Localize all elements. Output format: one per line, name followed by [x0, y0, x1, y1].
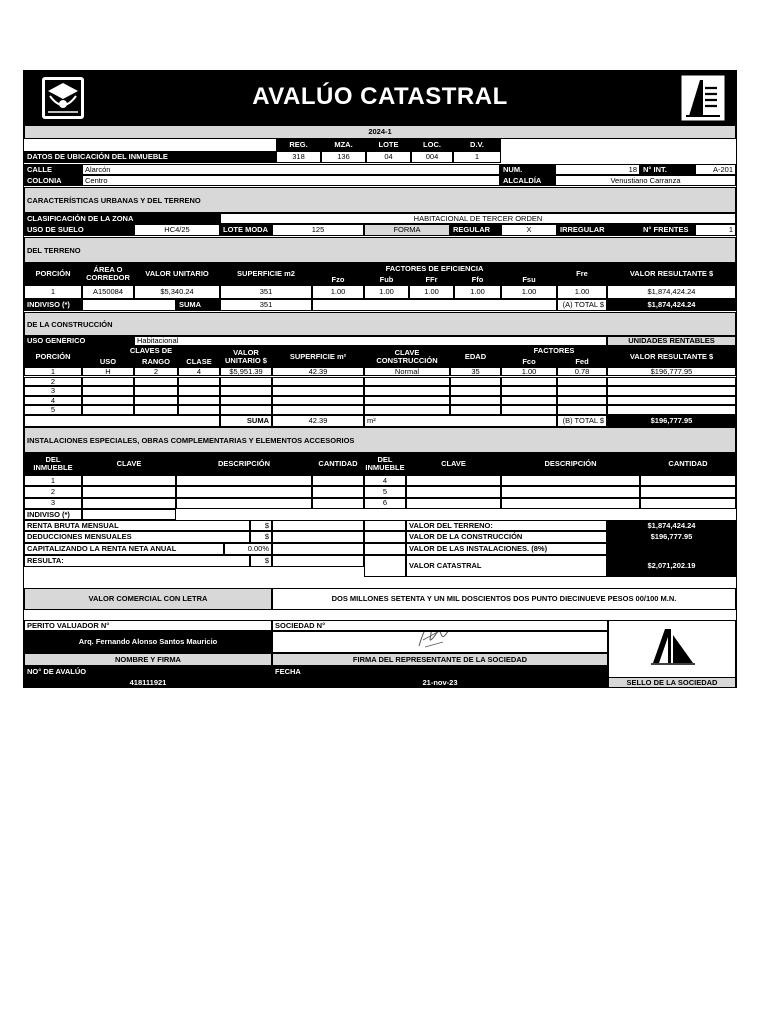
unidades-rentables-label: UNIDADES RENTABLES: [607, 336, 736, 346]
letra-label: VALOR COMERCIAL CON LETRA: [24, 588, 272, 610]
const-row-cell: [220, 386, 272, 396]
nint-label: N° INT.: [640, 164, 695, 175]
inst-row-cell: [82, 498, 176, 509]
inst-row-cell: [312, 498, 364, 509]
const-m2: m²: [364, 415, 557, 427]
const-row-cell: [501, 386, 557, 396]
const-row-cell: [82, 396, 134, 406]
const-row-cell: [557, 396, 607, 406]
vcat-label: VALOR CATASTRAL: [406, 555, 607, 577]
const-row-cell: [82, 405, 134, 415]
inst-row-cell: [176, 498, 312, 509]
inst-row-left-num: 1: [24, 475, 82, 486]
const-row-cell: [450, 386, 501, 396]
colonia-value: Centro: [82, 175, 500, 186]
construccion-section-title: DE LA CONSTRUCCIÓN: [24, 312, 736, 336]
fecha-value: 21-nov-23: [272, 677, 608, 688]
const-total: $196,777.95: [607, 415, 736, 427]
const-row-clase: 4: [178, 367, 220, 376]
const-h-superficie: SUPERFICIE m²: [272, 346, 364, 367]
const-h-porcion: PORCIÓN: [24, 346, 82, 367]
perito-nombre: Arq. Fernando Alonso Santos Mauricio: [24, 631, 272, 653]
vcat-value: $2,071,202.19: [607, 555, 736, 577]
vterreno-label: VALOR DEL TERRENO:: [406, 520, 607, 531]
terreno-fre: 1.00: [557, 285, 607, 299]
stamp-area: [608, 620, 736, 678]
const-row-cell: [134, 396, 178, 406]
deducciones-value: [272, 531, 364, 543]
const-row-cell: [501, 405, 557, 415]
const-suma-blank: [24, 415, 220, 427]
const-row-cell: [607, 405, 736, 415]
num-value: 18: [555, 164, 640, 175]
loc-header: LOC.: [411, 139, 453, 151]
const-row-cell: [134, 377, 178, 387]
const-row-cell: [607, 396, 736, 406]
ubicacion-label: DATOS DE UBICACIÓN DEL INMUEBLE: [24, 151, 276, 163]
const-h-valor-unit: VALOR UNITARIO $: [220, 346, 272, 367]
alcaldia-value: Venustiano Carranza: [555, 175, 736, 186]
uso-generico-label: USO GENÉRICO: [24, 336, 134, 346]
const-row-cell: [501, 396, 557, 406]
lote-header: LOTE: [366, 139, 411, 151]
const-row-porcion: 4: [24, 396, 82, 406]
const-row-cell: [607, 377, 736, 387]
renta-value: [272, 520, 364, 531]
const-row-fco: 1.00: [501, 367, 557, 376]
zona-value: HABITACIONAL DE TERCER ORDEN: [220, 213, 736, 224]
terreno-total: $1,874,424.24: [607, 299, 736, 311]
const-row-cell: [272, 386, 364, 396]
vinst-value: [607, 543, 736, 555]
inst-row-cell: [82, 486, 176, 497]
page-title: AVALÚO CATASTRAL: [252, 83, 508, 110]
inst-row-cell: [82, 475, 176, 486]
uso-suelo-label: USO DE SUELO: [24, 224, 134, 236]
num-label: NUM.: [500, 164, 555, 175]
avaluo-form: [23, 70, 737, 688]
terreno-h-superficie: SUPERFICIE m2: [220, 263, 312, 285]
terreno-h-fre: Fre: [557, 263, 607, 285]
calle-label: CALLE: [24, 164, 82, 175]
const-row-porcion: 5: [24, 405, 82, 415]
signature-icon: [413, 631, 453, 652]
lote-moda-label: LOTE MODA: [220, 224, 272, 236]
terreno-h-area: ÁREA O CORREDOR: [82, 263, 134, 285]
terreno-ffo: 1.00: [454, 285, 501, 299]
deducciones-dollar: $: [250, 531, 272, 543]
const-row-cell: [178, 386, 220, 396]
terreno-area: A150084: [82, 285, 134, 299]
inst-row-cell: [176, 486, 312, 497]
const-row-cell: [450, 396, 501, 406]
const-row-valor-res: $196,777.95: [607, 367, 736, 376]
const-h-rango: RANGO: [134, 356, 178, 367]
irregular-label: IRREGULAR: [557, 224, 640, 236]
nint-value: A-201: [695, 164, 736, 175]
calle-value: Alarcón: [82, 164, 500, 175]
vinst-label: VALOR DE LAS INSTALACIONES. (8%): [406, 543, 607, 555]
terreno-h-factores: FACTORES DE EFICIENCIA: [312, 263, 557, 274]
inst-h-del-inmueble-left: DEL INMUEBLE: [24, 453, 82, 475]
resulta-value: [272, 555, 364, 567]
const-row-cell: [364, 386, 450, 396]
const-row-rango: 2: [134, 367, 178, 376]
inst-row-cell: [406, 486, 501, 497]
const-h-clase: CLASE: [178, 356, 220, 367]
dv-value: 1: [453, 151, 501, 163]
zona-label: CLASIFICACIÓN DE LA ZONA: [24, 213, 220, 224]
const-row-cell: [220, 405, 272, 415]
vconst-label: VALOR DE LA CONSTRUCCIÓN: [406, 531, 607, 543]
deducciones-spacer: [364, 531, 406, 543]
terreno-h-fsu: Fsu: [501, 274, 557, 285]
alcaldia-label: ALCALDÍA: [500, 175, 555, 186]
fecha-label: FECHA: [272, 666, 608, 677]
capitalizando-pct: 0.00%: [224, 543, 272, 555]
terreno-suma-label: SUMA: [176, 299, 220, 311]
sello-label: SELLO DE LA SOCIEDAD: [608, 677, 736, 688]
terreno-valor-unit: $5,340.24: [134, 285, 220, 299]
reg-value: 318: [276, 151, 321, 163]
const-row-porcion: 1: [24, 367, 82, 376]
no-avaluo-label: NO° DE AVALÚO: [24, 666, 272, 677]
vconst-value: $196,777.95: [607, 531, 736, 543]
uso-generico-value: Habitacional: [134, 336, 607, 346]
const-row-cell: [557, 405, 607, 415]
const-row-cell: [178, 396, 220, 406]
terreno-indiviso-label: INDIVISO (*): [24, 299, 82, 311]
terreno-superficie: 351: [220, 285, 312, 299]
const-row-cell: [82, 386, 134, 396]
colonia-label: COLONIA: [24, 175, 82, 186]
mza-header: MZA.: [321, 139, 366, 151]
inst-row-cell: [176, 475, 312, 486]
inst-row-left-num: 3: [24, 498, 82, 509]
inst-row-cell: [312, 486, 364, 497]
frentes-value: 1: [695, 224, 736, 236]
terreno-fub: 1.00: [364, 285, 409, 299]
inst-h-descripcion-left: DESCRIPCIÓN: [176, 453, 312, 475]
letra-value: DOS MILLONES SETENTA Y UN MIL DOSCIENTOS DOS PUNTO DIECINUEVE PESOS 00/100 M.N.: [272, 588, 736, 610]
const-row-cell: [450, 377, 501, 387]
terreno-h-valor-unit: VALOR UNITARIO: [134, 263, 220, 285]
terreno-ffr: 1.00: [409, 285, 454, 299]
inst-row-cell: [640, 498, 736, 509]
inst-h-cantidad-right: CANTIDAD: [640, 453, 736, 475]
const-row-cell: [134, 405, 178, 415]
const-h-claves: CLAVES DE: [82, 346, 220, 356]
inst-row-right-num: 6: [364, 498, 406, 509]
header-bar: [24, 71, 736, 125]
terreno-section-title: DEL TERRENO: [24, 237, 736, 263]
terreno-porcion: 1: [24, 285, 82, 299]
building-logo-icon: [680, 74, 726, 122]
inst-h-descripcion-right: DESCRIPCIÓN: [501, 453, 640, 475]
deducciones-label: DEDUCCIONES MENSUALES: [24, 531, 250, 543]
resulta-spacer: [364, 555, 406, 577]
const-row-clave: Normal: [364, 367, 450, 376]
const-row-cell: [501, 377, 557, 387]
const-row-cell: [364, 396, 450, 406]
frentes-label: N° FRENTES: [640, 224, 695, 236]
resulta-dollar: $: [250, 555, 272, 567]
const-h-fed: Fed: [557, 356, 607, 367]
society-stamp-icon: [649, 627, 697, 667]
signature-area: [272, 631, 608, 653]
nombre-firma-label: NOMBRE Y FIRMA: [24, 653, 272, 666]
firma-rep-label: FIRMA DEL REPRESENTANTE DE LA SOCIEDAD: [272, 653, 608, 666]
mza-value: 136: [321, 151, 366, 163]
const-suma-label: SUMA: [220, 415, 272, 427]
forma-label: FORMA: [364, 224, 450, 236]
renta-label: RENTA BRUTA MENSUAL: [24, 520, 250, 531]
uso-suelo-value: HC4/25: [134, 224, 220, 236]
inst-row-right-num: 5: [364, 486, 406, 497]
inst-row-cell: [501, 475, 640, 486]
inst-row-cell: [501, 498, 640, 509]
inst-row-cell: [312, 475, 364, 486]
const-row-cell: [364, 377, 450, 387]
const-row-cell: [272, 405, 364, 415]
terreno-h-valor-res: VALOR RESULTANTE $: [607, 263, 736, 285]
const-row-cell: [134, 386, 178, 396]
inst-h-clave-right: CLAVE: [406, 453, 501, 475]
const-row-fed: 0.78: [557, 367, 607, 376]
const-row-cell: [557, 377, 607, 387]
year-bar: 2024-1: [24, 125, 736, 139]
regular-label: REGULAR: [450, 224, 501, 236]
const-row-cell: [220, 396, 272, 406]
resulta-label: RESULTA:: [24, 555, 250, 567]
inst-row-cell: [640, 486, 736, 497]
const-row-cell: [272, 396, 364, 406]
const-row-porcion: 3: [24, 386, 82, 396]
terreno-h-fzo: Fzo: [312, 274, 364, 285]
capitalizando-label: CAPITALIZANDO LA RENTA NETA ANUAL: [24, 543, 224, 555]
const-h-clave: CLAVE CONSTRUCCIÓN: [364, 346, 450, 367]
capitalizando-value: [272, 543, 364, 555]
const-h-factores: FACTORES: [501, 346, 607, 356]
const-row-cell: [364, 405, 450, 415]
const-h-edad: EDAD: [450, 346, 501, 367]
loc-value: 004: [411, 151, 453, 163]
urbanas-section-title: CARACTERÍSTICAS URBANAS Y DEL TERRENO: [24, 187, 736, 213]
const-h-fco: Fco: [501, 356, 557, 367]
inst-row-left-num: 2: [24, 486, 82, 497]
const-row-cell: [220, 377, 272, 387]
inst-h-del-inmueble-right: DEL INMUEBLE: [364, 453, 406, 475]
terreno-h-fub: Fub: [364, 274, 409, 285]
capitalizando-spacer: [364, 543, 406, 555]
const-h-uso: USO: [82, 356, 134, 367]
const-row-uso: H: [82, 367, 134, 376]
const-row-porcion: 2: [24, 377, 82, 387]
terreno-valor-res: $1,874,424.24: [607, 285, 736, 299]
inst-row-cell: [406, 498, 501, 509]
const-row-cell: [272, 377, 364, 387]
terreno-h-porcion: PORCIÓN: [24, 263, 82, 285]
inst-h-clave-left: CLAVE: [82, 453, 176, 475]
terreno-fsu: 1.00: [501, 285, 557, 299]
terreno-total-label: (A) TOTAL $: [557, 299, 607, 311]
terreno-fzo: 1.00: [312, 285, 364, 299]
renta-dollar: $: [250, 520, 272, 531]
const-row-cell: [178, 405, 220, 415]
const-row-superficie: 42.39: [272, 367, 364, 376]
regular-value: X: [501, 224, 557, 236]
const-row-valor-unit: $5,951.39: [220, 367, 272, 376]
inst-indiviso-label: INDIVISO (*): [24, 509, 82, 520]
const-total-label: (B) TOTAL $: [557, 415, 607, 427]
inst-row-cell: [406, 475, 501, 486]
terreno-suma: 351: [220, 299, 312, 311]
const-suma: 42.39: [272, 415, 364, 427]
terreno-indiviso-value: [82, 299, 176, 311]
inst-row-cell: [640, 475, 736, 486]
const-row-cell: [178, 377, 220, 387]
terreno-h-ffo: Ffo: [454, 274, 501, 285]
inst-row-right-num: 4: [364, 475, 406, 486]
instalaciones-section-title: INSTALACIONES ESPECIALES, OBRAS COMPLEMENTARIAS Y ELEMENTOS ACCESORIOS: [24, 427, 736, 453]
lote-moda-value: 125: [272, 224, 364, 236]
inst-indiviso-value: [82, 509, 176, 520]
reg-header: REG.: [276, 139, 321, 151]
sociedad-label: SOCIEDAD N°: [272, 620, 608, 631]
const-row-cell: [557, 386, 607, 396]
no-avaluo-value: 418111921: [24, 677, 272, 688]
inst-row-cell: [501, 486, 640, 497]
perito-label: PERITO VALUADOR N°: [24, 620, 272, 631]
renta-spacer: [364, 520, 406, 531]
dv-header: D.V.: [453, 139, 501, 151]
terreno-h-ffr: FFr: [409, 274, 454, 285]
const-row-cell: [450, 405, 501, 415]
unam-seal-icon: [38, 74, 88, 122]
const-row-cell: [607, 386, 736, 396]
const-row-cell: [82, 377, 134, 387]
lote-value: 04: [366, 151, 411, 163]
terreno-blank: [312, 299, 557, 311]
const-row-edad: 35: [450, 367, 501, 376]
const-h-valor-res: VALOR RESULTANTE $: [607, 346, 736, 367]
inst-h-cantidad-left: CANTIDAD: [312, 453, 364, 475]
vterreno-value: $1,874,424.24: [607, 520, 736, 531]
